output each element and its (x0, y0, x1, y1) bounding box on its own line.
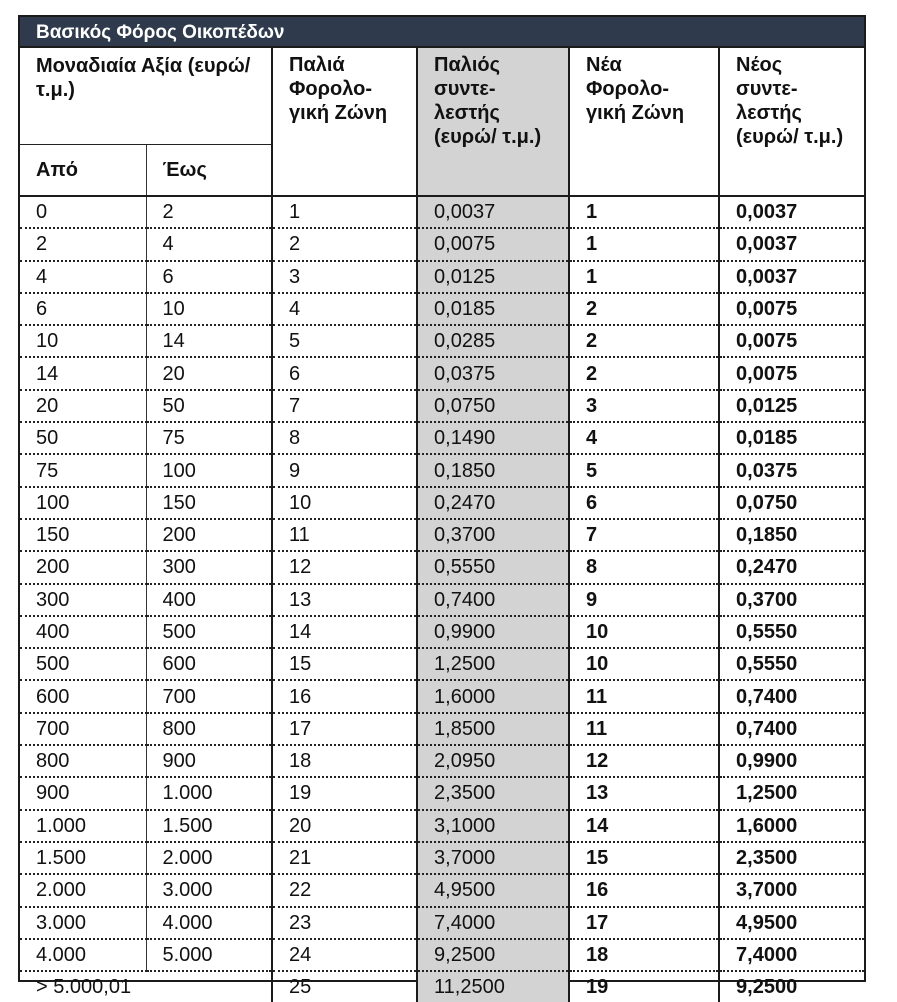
table-row (20, 777, 864, 809)
cell-old-zone: 25 (272, 971, 417, 1002)
cell-from: 400 (20, 616, 146, 648)
table-row (20, 939, 864, 971)
cell-new-coef: 0,5550 (719, 648, 864, 680)
cell-from: 0 (20, 196, 146, 228)
cell-new-coef: 9,2500 (719, 971, 864, 1002)
table-row-last (20, 971, 864, 1002)
table-row (20, 261, 864, 293)
header-old-zone (272, 48, 417, 196)
cell-new-zone: 14 (569, 810, 719, 842)
table-row (20, 648, 864, 680)
cell-old-coef: 2,0950 (417, 745, 569, 777)
header-old-coef (417, 48, 569, 196)
cell-new-zone: 2 (569, 293, 719, 325)
cell-from: 75 (20, 454, 146, 486)
cell-new-coef: 3,7000 (719, 874, 864, 906)
cell-to: 5.000 (146, 939, 272, 971)
cell-from: 2.000 (20, 874, 146, 906)
cell-old-zone: 15 (272, 648, 417, 680)
cell-new-coef: 0,5550 (719, 616, 864, 648)
cell-old-zone: 6 (272, 357, 417, 389)
cell-to: 400 (146, 584, 272, 616)
tax-table (20, 48, 864, 1002)
cell-old-zone: 2 (272, 228, 417, 260)
cell-new-zone: 16 (569, 874, 719, 906)
cell-old-coef: 0,0375 (417, 357, 569, 389)
cell-new-zone: 11 (569, 713, 719, 745)
cell-old-zone: 8 (272, 422, 417, 454)
cell-new-coef: 0,3700 (719, 584, 864, 616)
cell-new-zone: 6 (569, 487, 719, 519)
cell-to: 4.000 (146, 907, 272, 939)
cell-new-zone: 2 (569, 325, 719, 357)
cell-old-zone: 10 (272, 487, 417, 519)
cell-old-zone: 3 (272, 261, 417, 293)
cell-old-zone: 21 (272, 842, 417, 874)
cell-old-zone: 14 (272, 616, 417, 648)
cell-old-coef: 0,0125 (417, 261, 569, 293)
table-row (20, 745, 864, 777)
cell-new-zone: 4 (569, 422, 719, 454)
cell-to: 2 (146, 196, 272, 228)
cell-from: 900 (20, 777, 146, 809)
cell-from: 800 (20, 745, 146, 777)
table-row (20, 325, 864, 357)
table-row (20, 487, 864, 519)
cell-new-coef: 1,6000 (719, 810, 864, 842)
cell-new-coef: 0,0075 (719, 325, 864, 357)
cell-to: 600 (146, 648, 272, 680)
cell-to: 1.000 (146, 777, 272, 809)
cell-from: 14 (20, 357, 146, 389)
cell-new-coef: 0,0037 (719, 196, 864, 228)
cell-new-coef: 0,0125 (719, 390, 864, 422)
cell-new-coef: 0,7400 (719, 713, 864, 745)
cell-old-zone: 23 (272, 907, 417, 939)
cell-from: 1.000 (20, 810, 146, 842)
cell-old-zone: 13 (272, 584, 417, 616)
cell-old-zone: 11 (272, 519, 417, 551)
cell-old-coef: 11,2500 (417, 971, 569, 1002)
cell-old-zone: 18 (272, 745, 417, 777)
cell-from: 300 (20, 584, 146, 616)
cell-from: 50 (20, 422, 146, 454)
cell-to: 10 (146, 293, 272, 325)
cell-to: 50 (146, 390, 272, 422)
cell-to: 6 (146, 261, 272, 293)
cell-new-coef: 0,7400 (719, 680, 864, 712)
cell-from: 1.500 (20, 842, 146, 874)
table-row (20, 196, 864, 228)
table-row (20, 228, 864, 260)
cell-new-zone: 11 (569, 680, 719, 712)
header-unit-value: Μοναδιαία Αξία (ευρώ/τ.μ.) (36, 55, 251, 101)
cell-old-coef: 1,2500 (417, 648, 569, 680)
table-row (20, 519, 864, 551)
cell-new-zone: 9 (569, 584, 719, 616)
cell-old-coef: 0,0075 (417, 228, 569, 260)
cell-from: 150 (20, 519, 146, 551)
cell-old-coef: 4,9500 (417, 874, 569, 906)
cell-new-coef: 2,3500 (719, 842, 864, 874)
table-row (20, 713, 864, 745)
table-row (20, 422, 864, 454)
cell-to: 2.000 (146, 842, 272, 874)
header-to: Έως (146, 144, 272, 196)
cell-from: 700 (20, 713, 146, 745)
cell-new-zone: 10 (569, 648, 719, 680)
cell-old-zone: 9 (272, 454, 417, 486)
cell-old-zone: 1 (272, 196, 417, 228)
cell-old-coef: 0,7400 (417, 584, 569, 616)
cell-new-zone: 18 (569, 939, 719, 971)
cell-new-coef: 4,9500 (719, 907, 864, 939)
cell-to: 500 (146, 616, 272, 648)
table-row (20, 390, 864, 422)
cell-new-zone: 12 (569, 745, 719, 777)
cell-new-coef: 0,0750 (719, 487, 864, 519)
cell-old-coef: 0,0285 (417, 325, 569, 357)
cell-from: 2 (20, 228, 146, 260)
cell-old-zone: 5 (272, 325, 417, 357)
cell-old-coef: 0,0037 (417, 196, 569, 228)
cell-old-zone: 16 (272, 680, 417, 712)
cell-new-zone: 7 (569, 519, 719, 551)
cell-from: 100 (20, 487, 146, 519)
cell-new-coef: 7,4000 (719, 939, 864, 971)
table-row (20, 616, 864, 648)
cell-old-coef: 3,1000 (417, 810, 569, 842)
cell-from: 6 (20, 293, 146, 325)
header-new-zone-text: Νέα Φορολο-γική Ζώνη (586, 54, 685, 124)
table-row (20, 551, 864, 583)
cell-old-zone: 4 (272, 293, 417, 325)
cell-to: 150 (146, 487, 272, 519)
header-old-coef-text: Παλιός συντε-λεστής (ευρώ/ τ.μ.) (434, 54, 542, 148)
table-row (20, 680, 864, 712)
cell-old-zone: 17 (272, 713, 417, 745)
cell-to: 4 (146, 228, 272, 260)
cell-old-zone: 12 (272, 551, 417, 583)
cell-new-coef: 0,2470 (719, 551, 864, 583)
table-row (20, 810, 864, 842)
table-row (20, 584, 864, 616)
cell-from: 20 (20, 390, 146, 422)
table-row (20, 842, 864, 874)
cell-from: 500 (20, 648, 146, 680)
cell-to: 300 (146, 551, 272, 583)
cell-old-coef: 2,3500 (417, 777, 569, 809)
cell-new-zone: 1 (569, 228, 719, 260)
cell-to: 800 (146, 713, 272, 745)
cell-old-coef: 1,6000 (417, 680, 569, 712)
cell-new-coef: 0,0075 (719, 293, 864, 325)
cell-old-coef: 0,1850 (417, 454, 569, 486)
table-row (20, 907, 864, 939)
cell-old-coef: 7,4000 (417, 907, 569, 939)
cell-new-coef: 0,1850 (719, 519, 864, 551)
cell-to: 14 (146, 325, 272, 357)
cell-new-coef: 0,0185 (719, 422, 864, 454)
cell-new-coef: 0,9900 (719, 745, 864, 777)
cell-new-zone: 15 (569, 842, 719, 874)
cell-to: 1.500 (146, 810, 272, 842)
header-new-coef (719, 48, 864, 196)
cell-to: 3.000 (146, 874, 272, 906)
table-row (20, 454, 864, 486)
cell-to: 20 (146, 357, 272, 389)
cell-to: 700 (146, 680, 272, 712)
cell-to: 75 (146, 422, 272, 454)
cell-new-coef: 0,0375 (719, 454, 864, 486)
cell-from: 10 (20, 325, 146, 357)
table-row (20, 357, 864, 389)
cell-to: 100 (146, 454, 272, 486)
cell-new-coef: 0,0075 (719, 357, 864, 389)
cell-new-zone: 13 (569, 777, 719, 809)
cell-old-zone: 22 (272, 874, 417, 906)
cell-to: 200 (146, 519, 272, 551)
cell-old-zone: 7 (272, 390, 417, 422)
cell-old-zone: 20 (272, 810, 417, 842)
cell-old-coef: 0,1490 (417, 422, 569, 454)
cell-range: > 5.000,01 (36, 976, 132, 999)
cell-new-coef: 1,2500 (719, 777, 864, 809)
cell-new-zone: 1 (569, 261, 719, 293)
cell-old-zone: 24 (272, 939, 417, 971)
table-row (20, 293, 864, 325)
cell-new-zone: 10 (569, 616, 719, 648)
cell-old-coef: 0,9900 (417, 616, 569, 648)
cell-new-zone: 5 (569, 454, 719, 486)
cell-new-zone: 1 (569, 196, 719, 228)
table-title: Βασικός Φόρος Οικοπέδων (20, 17, 864, 48)
cell-old-coef: 0,0185 (417, 293, 569, 325)
header-from: Από (20, 144, 146, 196)
cell-old-coef: 0,5550 (417, 551, 569, 583)
cell-new-zone: 3 (569, 390, 719, 422)
cell-from: 4.000 (20, 939, 146, 971)
header-old-zone-text: Παλιά Φορολο-γική Ζώνη (289, 54, 388, 124)
cell-to: 900 (146, 745, 272, 777)
cell-new-zone: 2 (569, 357, 719, 389)
cell-old-coef: 0,0750 (417, 390, 569, 422)
cell-from: 200 (20, 551, 146, 583)
tax-table-frame (18, 15, 866, 999)
cell-old-coef: 1,8500 (417, 713, 569, 745)
header-new-zone (569, 48, 719, 196)
table-row (20, 874, 864, 906)
cell-from: 4 (20, 261, 146, 293)
cell-new-zone: 17 (569, 907, 719, 939)
cell-old-coef: 9,2500 (417, 939, 569, 971)
cell-from: 600 (20, 680, 146, 712)
cell-new-coef: 0,0037 (719, 228, 864, 260)
cell-new-zone: 8 (569, 551, 719, 583)
header-new-coef-text: Νέος συντε-λεστής (ευρώ/ τ.μ.) (736, 54, 844, 148)
cell-old-coef: 3,7000 (417, 842, 569, 874)
table-body (20, 196, 864, 1002)
cell-new-zone: 19 (569, 971, 719, 1002)
cell-new-coef: 0,0037 (719, 261, 864, 293)
cell-old-zone: 19 (272, 777, 417, 809)
cell-old-coef: 0,2470 (417, 487, 569, 519)
cell-old-coef: 0,3700 (417, 519, 569, 551)
cell-from: 3.000 (20, 907, 146, 939)
